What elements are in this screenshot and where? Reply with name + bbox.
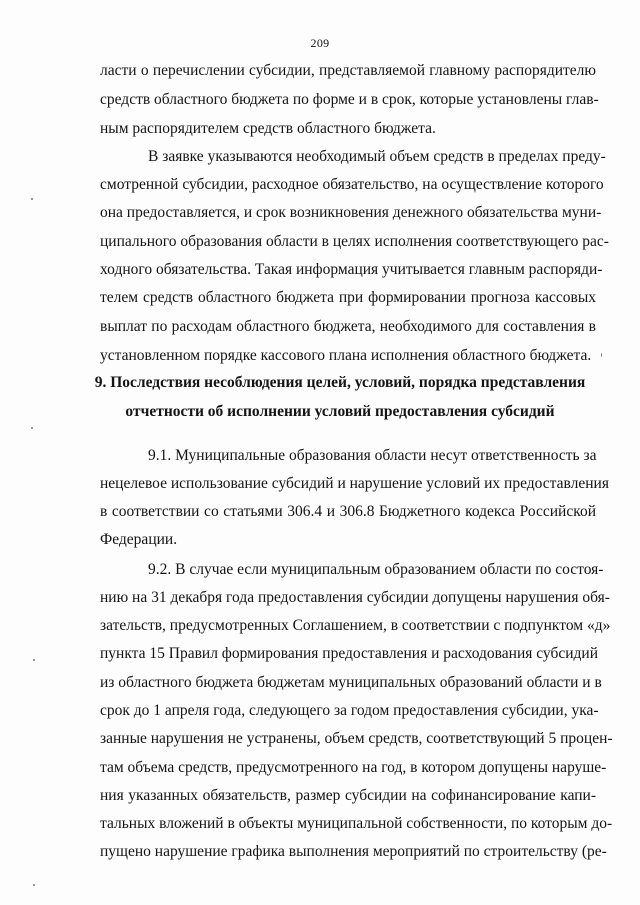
text-line: срок до 1 апреля года, следующего за годом предоставления субсидии, ука-	[100, 702, 599, 719]
page-number: 209	[310, 36, 330, 50]
text-line: из областного бюджета бюджетам муниципальных образований области и в	[100, 674, 602, 691]
text-line: в соответствии со статьями 306.4 и 306.8 Бюджетного кодекса Российской	[100, 503, 596, 520]
text-line: ния указанных обязательств, размер субсидии на софинансирование капи-	[100, 787, 596, 804]
text-line: выплат по расходам областного бюджета, необходимого для составления в	[100, 318, 596, 335]
text-line: В заявке указываются необходимый объем средств в пределах преду-	[148, 148, 606, 165]
text-line: нецелевое использование субсидий и нарушение условий их предоставления	[100, 475, 609, 492]
text-line: ходного обязательства. Такая информация учитывается главным распоряди-	[100, 261, 603, 278]
text-line: пущено нарушение графика выполнения мероприятий по строительству (ре-	[100, 843, 607, 860]
heading-line: отчетности об исполнении условий предоставления субсидий	[125, 403, 555, 420]
scan-speck	[31, 198, 33, 200]
text-line: ным распорядителем средств областного бюджета.	[100, 120, 436, 137]
text-line: занные нарушения не устранены, объем средств, соответствующий 5 процен-	[100, 730, 613, 747]
text-line: 9.2. В случае если муниципальным образованием области по состоя-	[148, 561, 604, 578]
text-line: зательств, предусмотренных Соглашением, в соответствии с подпунктом «д»	[100, 617, 611, 634]
text-line: установленном порядке кассового плана исполнения областного бюджета.	[100, 347, 592, 364]
text-line: телем средств областного бюджета при формировании прогноза кассовых	[100, 289, 596, 306]
text-line: Федерации.	[100, 531, 178, 548]
heading-line: 9. Последствия несоблюдения целей, условий, порядка представления	[94, 374, 586, 391]
text-line: пункта 15 Правил формирования предоставления и расходования субсидий	[100, 645, 599, 662]
text-line: смотренной субсидии, расходное обязательство, на осуществление которого	[100, 176, 604, 193]
scan-speck	[601, 353, 602, 357]
text-line: средств областного бюджета по форме и в срок, которые установлены глав-	[100, 91, 599, 108]
text-line: ципального образования области в целях исполнения соответствующего рас-	[100, 233, 609, 250]
text-line: ласти о перечислении субсидии, представляемой главному распорядителю	[100, 62, 596, 79]
text-line: она предоставляется, и срок возникновения денежного обязательства муни-	[100, 204, 602, 221]
text-line: 9.1. Муниципальные образования области несут ответственность за	[148, 447, 597, 464]
text-line: там объема средств, предусмотренного на год, в котором допущены наруше-	[100, 759, 607, 776]
text-line: нию на 31 декабря года предоставления субсидии допущены нарушения обя-	[100, 589, 610, 606]
text-line: тальных вложений в объекты муниципальной собственности, по которым до-	[100, 815, 613, 832]
scan-speck	[31, 427, 33, 429]
scan-speck	[33, 884, 35, 886]
scan-speck	[33, 659, 35, 661]
